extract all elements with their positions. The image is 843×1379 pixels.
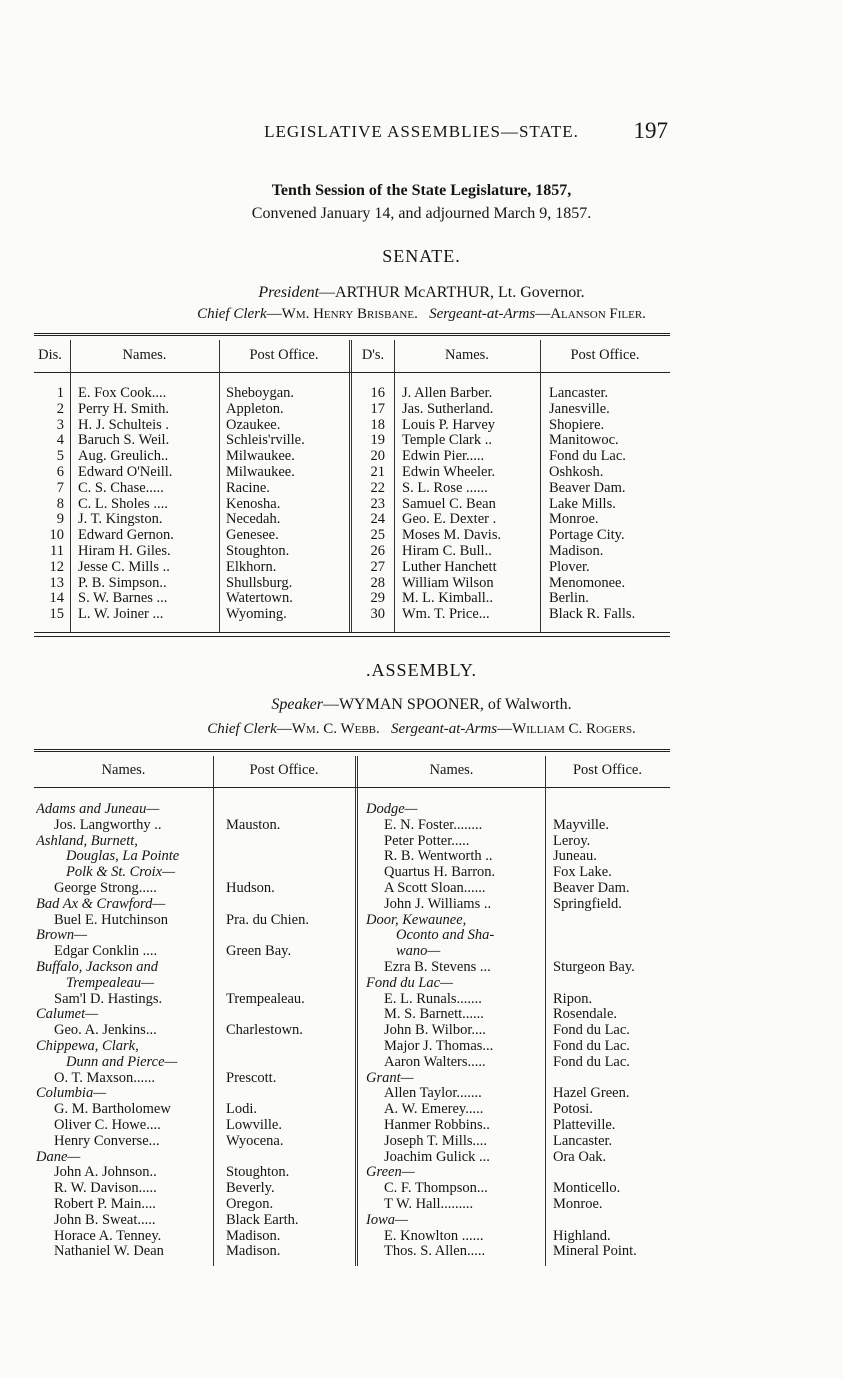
senate-district-number: 28 [370, 574, 385, 591]
county-label: Fond du Lac— [366, 974, 453, 991]
assemblyman-post-office: Springfield. [553, 895, 622, 912]
senator-name: J. T. Kingston. [78, 511, 163, 528]
senate-table-top-rule [34, 333, 670, 336]
assemblyman-name: Peter Potter..... [384, 832, 470, 849]
senator-post-office: Lancaster. [549, 386, 609, 401]
senator-post-office: Plover. [549, 558, 590, 575]
assemblyman-name: Hanmer Robbins.. [384, 1116, 490, 1133]
senator-post-office: Milwaukee. [226, 448, 295, 465]
senator-post-office: Manitowoc. [549, 432, 619, 449]
senator-name: Edwin Pier..... [402, 448, 485, 465]
assemblyman-post-office: Ora Oak. [553, 1148, 607, 1165]
assemblyman-post-office [226, 897, 354, 913]
assemblyman-post-office [226, 928, 354, 944]
senate-district-number: 11 [50, 542, 64, 559]
senator-name: J. Allen Barber. [402, 386, 493, 401]
assemblyman-post-office: Beverly. [226, 1180, 275, 1197]
senator-name: Hiram C. Bull.. [402, 542, 492, 559]
county-label: Douglas, La Pointe [66, 848, 180, 865]
senate-district-number: 5 [56, 448, 64, 465]
assemblyman-post-office: Highland. [553, 1227, 611, 1244]
assemblyman-post-office: Lancaster. [553, 1132, 613, 1149]
county-label: Bad Ax & Crawford— [36, 895, 166, 912]
county-label: Columbia— [36, 1085, 107, 1102]
president-role: President [258, 284, 320, 301]
assemblyman-name: John A. Johnson.. [54, 1164, 157, 1181]
assemblyman-post-office: Madison. [226, 1227, 281, 1244]
assemblyman-post-office: Hudson. [226, 879, 275, 896]
senate-district-number: 13 [49, 574, 64, 591]
assemblyman-name: Robert P. Main.... [54, 1195, 156, 1212]
assemblyman-post-office [226, 1150, 354, 1166]
senate-district-number: 23 [370, 495, 385, 512]
senate-clerks-line [0, 306, 843, 323]
assemblyman-post-office: Oregon. [226, 1195, 274, 1212]
assemblyman-post-office: Mayville. [553, 816, 609, 833]
senate-district-number: 27 [370, 558, 385, 575]
assemblyman-post-office: Lowville. [226, 1116, 282, 1133]
senator-post-office: Beaver Dam. [549, 479, 626, 496]
senator-name: Baruch S. Weil. [78, 432, 170, 449]
assemblyman-post-office: Beaver Dam. [553, 879, 630, 896]
assemblyman-post-office: Leroy. [553, 832, 591, 849]
senator-post-office: Fond du Lac. [549, 448, 626, 465]
assemblyman-post-office [553, 928, 679, 944]
senate-district-number: 19 [370, 432, 385, 449]
senator-name: E. Fox Cook.... [78, 386, 167, 401]
assembly-right-names-column [366, 802, 544, 1260]
assembly-col-header-names-2: Names. [429, 762, 474, 778]
assemblyman-post-office [226, 1039, 354, 1055]
assemblyman-post-office: Madison. [226, 1243, 281, 1260]
senator-post-office: Shullsburg. [226, 574, 293, 591]
senator-name: L. W. Joiner ... [78, 606, 164, 623]
senate-sergeant-role: Sergeant-at-Arms [429, 306, 536, 322]
senator-name: Edward Gernon. [78, 527, 174, 544]
senator-post-office: Berlin. [549, 590, 589, 607]
assemblyman-name: Joseph T. Mills.... [384, 1132, 487, 1149]
assembly-col-header-post: Post Office. [249, 762, 319, 778]
assemblyman-post-office: Black Earth. [226, 1211, 299, 1228]
assemblyman-post-office: Sturgeon Bay. [553, 958, 635, 975]
senate-heading: SENATE. [382, 246, 461, 266]
assembly-sergeant-role: Sergeant-at-Arms [391, 721, 498, 737]
assembly-left-names-column [36, 802, 214, 1260]
assemblyman-name: Oliver C. Howe.... [54, 1116, 161, 1133]
county-label: Oconto and Sha- [396, 927, 495, 944]
assemblyman-post-office: Stoughton. [226, 1164, 290, 1181]
senate-district-number: 9 [56, 511, 64, 528]
senate-district-number: 24 [370, 511, 385, 528]
senate-president-line [0, 284, 843, 302]
senator-post-office: Shopiere. [549, 416, 605, 433]
senator-post-office: Sheboygan. [226, 386, 295, 401]
county-label: Iowa— [366, 1211, 408, 1228]
assemblyman-post-office [226, 1055, 354, 1071]
senator-post-office: Milwaukee. [226, 463, 295, 480]
session-subtitle: Convened January 14, and adjourned March 9, 1857. [251, 205, 592, 222]
senate-district-number: 3 [56, 416, 64, 433]
assemblyman-name: Ezra B. Stevens ... [384, 958, 491, 975]
assemblyman-name: Sam'l D. Hastings. [54, 990, 163, 1007]
senator-name: Wm. T. Price... [402, 606, 490, 623]
senate-right-post-column [549, 386, 673, 623]
senate-district-number: 21 [370, 463, 385, 480]
senator-name: Temple Clark .. [402, 432, 492, 449]
county-label: Trempealeau— [66, 974, 155, 991]
senate-district-number: 8 [56, 495, 64, 512]
assemblyman-name: Quartus H. Barron. [384, 864, 496, 881]
assembly-clerks-line [0, 721, 843, 738]
senator-post-office: Necedah. [226, 511, 281, 528]
senate-chief-clerk-role: Chief Clerk [197, 306, 267, 322]
assemblyman-name: Edgar Conklin .... [54, 943, 158, 960]
senate-col-header-names: Names. [122, 347, 167, 363]
assemblyman-name: Nathaniel W. Dean [54, 1243, 164, 1260]
county-label: Polk & St. Croix— [66, 864, 176, 881]
county-label: Dodge— [366, 802, 418, 817]
senator-post-office: Monroe. [549, 511, 599, 528]
senator-post-office: Elkhorn. [226, 558, 277, 575]
assemblyman-post-office: Fond du Lac. [553, 1053, 630, 1070]
president-text: —ARTHUR McARTHUR, Lt. Governor. [319, 284, 585, 301]
assemblyman-name: Jos. Langworthy .. [54, 816, 162, 833]
senator-name: Edward O'Neill. [78, 463, 173, 480]
assemblyman-post-office: Mauston. [226, 816, 281, 833]
senate-district-number: 1 [56, 386, 64, 401]
senator-post-office: Genesee. [226, 527, 279, 544]
assemblyman-post-office: Potosi. [553, 1101, 593, 1118]
assemblyman-post-office [553, 1213, 679, 1229]
assemblyman-post-office [226, 1086, 354, 1102]
senator-name: S. W. Barnes ... [78, 590, 168, 607]
senator-post-office: Janesville. [549, 400, 610, 417]
assemblyman-name: John J. Williams .. [384, 895, 492, 912]
senate-district-number: 6 [56, 463, 64, 480]
senate-header-rule [34, 372, 670, 373]
senate-left-post-column [226, 386, 348, 623]
senator-post-office: Stoughton. [226, 542, 290, 559]
county-label: Ashland, Burnett, [36, 832, 138, 849]
senate-district-number: 26 [370, 542, 385, 559]
senator-name: Edwin Wheeler. [402, 463, 496, 480]
assemblyman-name: Henry Converse... [54, 1132, 160, 1149]
assemblyman-post-office: Green Bay. [226, 943, 292, 960]
senate-district-number: 10 [49, 527, 64, 544]
assemblyman-post-office [553, 1071, 679, 1087]
senate-table-bottom-rule-2 [34, 636, 670, 637]
county-label: Door, Kewaunee, [366, 911, 467, 928]
assembly-table-top-rule [34, 749, 670, 752]
assemblyman-post-office: Pra. du Chien. [226, 911, 309, 928]
senate-col-divider [540, 340, 541, 632]
assemblyman-post-office: Ripon. [553, 990, 593, 1007]
county-label: wano— [396, 943, 441, 960]
senate-right-district-column [355, 386, 385, 623]
assemblyman-name: Aaron Walters..... [384, 1053, 486, 1070]
assembly-chief-clerk-name: —Wm. C. Webb. [276, 721, 380, 737]
county-label: Green— [366, 1164, 415, 1181]
senate-col-header-post: Post Office. [249, 347, 319, 363]
assemblyman-name: R. W. Davison..... [54, 1180, 157, 1197]
senator-name: Jesse C. Mills .. [78, 558, 170, 575]
senator-post-office: Kenosha. [226, 495, 281, 512]
running-header: LEGISLATIVE ASSEMBLIES—STATE. [264, 122, 579, 141]
senator-post-office: Appleton. [226, 400, 284, 417]
senate-right-names-column [402, 386, 539, 623]
senator-post-office: Madison. [549, 542, 604, 559]
senate-district-number: 16 [370, 386, 385, 401]
assemblyman-name: R. B. Wentworth .. [384, 848, 493, 865]
speaker-text: —WYMAN SPOONER, of Walworth. [322, 696, 572, 713]
assemblyman-post-office: Rosendale. [553, 1006, 618, 1023]
assembly-right-post-column [553, 802, 679, 1260]
senate-district-number: 12 [49, 558, 64, 575]
senate-district-number: 18 [370, 416, 385, 433]
assembly-left-post-column [226, 802, 354, 1260]
assemblyman-post-office [553, 976, 679, 992]
county-label: Calumet— [36, 1006, 99, 1023]
senator-name: C. L. Sholes .... [78, 495, 168, 512]
county-label: Adams and Juneau— [36, 802, 160, 817]
senator-post-office: Watertown. [226, 590, 293, 607]
assemblyman-name: Major J. Thomas... [384, 1037, 494, 1054]
senator-name: Hiram H. Giles. [78, 542, 171, 559]
assemblyman-name: John B. Wilbor.... [384, 1022, 486, 1039]
senate-table-bottom-rule [34, 632, 670, 633]
assemblyman-post-office: Hazel Green. [553, 1085, 630, 1102]
assemblyman-post-office: Platteville. [553, 1116, 616, 1133]
senator-name: William Wilson [402, 574, 494, 591]
senator-post-office: Ozaukee. [226, 416, 281, 433]
assemblyman-name: Joachim Gulick ... [384, 1148, 490, 1165]
senate-district-number: 7 [56, 479, 64, 496]
senator-post-office: Black R. Falls. [549, 606, 636, 623]
assembly-sergeant-name: —William C. Rogers. [497, 721, 636, 737]
page-number: 197 [633, 118, 668, 143]
senator-post-office: Wyoming. [226, 606, 287, 623]
county-label: Grant— [366, 1069, 414, 1086]
assemblyman-post-office [226, 802, 354, 818]
senate-sergeant-name: —Alanson Filer. [535, 306, 646, 322]
assemblyman-post-office: Trempealeau. [226, 990, 305, 1007]
assemblyman-name: Horace A. Tenney. [54, 1227, 162, 1244]
senate-district-number: 4 [56, 432, 64, 449]
senate-left-names-column [78, 386, 218, 623]
senate-district-number: 14 [49, 590, 64, 607]
senator-post-office: Oshkosh. [549, 463, 604, 480]
assemblyman-post-office [553, 944, 679, 960]
assemblyman-name: Geo. A. Jenkins... [54, 1022, 157, 1039]
assemblyman-post-office: Prescott. [226, 1069, 277, 1086]
assemblyman-name: G. M. Bartholomew [54, 1101, 171, 1118]
senator-name: H. J. Schulteis . [78, 416, 170, 433]
assembly-speaker-line [0, 696, 843, 714]
assemblyman-name: Allen Taylor....... [384, 1085, 482, 1102]
county-label: Dane— [36, 1148, 81, 1165]
assemblyman-post-office [226, 976, 354, 992]
assemblyman-name: C. F. Thompson... [384, 1180, 488, 1197]
county-label: Buffalo, Jackson and [36, 958, 159, 975]
county-label: Brown— [36, 927, 88, 944]
assemblyman-name: Buel E. Hutchinson [54, 911, 168, 928]
assemblyman-post-office: Fox Lake. [553, 864, 612, 881]
assemblyman-post-office [226, 960, 354, 976]
senate-col-divider [394, 340, 395, 632]
senate-district-number: 30 [370, 606, 385, 623]
assembly-chief-clerk-role: Chief Clerk [207, 721, 277, 737]
assemblyman-post-office [553, 1165, 679, 1181]
assemblyman-post-office: Lodi. [226, 1101, 258, 1118]
senator-name: Perry H. Smith. [78, 400, 170, 417]
county-label: Chippewa, Clark, [36, 1037, 139, 1054]
senate-district-number: 2 [56, 400, 64, 417]
senate-district-number: 29 [370, 590, 385, 607]
assemblyman-name: A. W. Emerey..... [384, 1101, 484, 1118]
senate-col-header-ds: D's. [361, 347, 385, 363]
session-title: Tenth Session of the State Legislature, 1857, [271, 182, 572, 199]
assemblyman-post-office [226, 834, 354, 850]
assemblyman-post-office [553, 802, 679, 818]
senate-col-header-post-2: Post Office. [570, 347, 640, 363]
senator-post-office: Portage City. [549, 527, 625, 544]
senate-col-header-dis: Dis. [38, 347, 62, 363]
senator-name: Samuel C. Bean [402, 495, 496, 512]
senate-left-district-column [32, 386, 64, 623]
senate-district-number: 25 [370, 527, 385, 544]
senate-col-divider [70, 340, 71, 632]
assemblyman-post-office: Monroe. [553, 1195, 603, 1212]
senator-name: Louis P. Harvey [402, 416, 496, 433]
senator-name: S. L. Rose ...... [402, 479, 488, 496]
senator-name: Moses M. Davis. [402, 527, 502, 544]
senator-name: Geo. E. Dexter . [402, 511, 497, 528]
assembly-col-header-names: Names. [101, 762, 146, 778]
assemblyman-name: E. N. Foster........ [384, 816, 483, 833]
assemblyman-post-office: Juneau. [553, 848, 597, 865]
senate-district-number: 15 [49, 606, 64, 623]
senator-post-office: Menomonee. [549, 574, 626, 591]
assembly-col-divider [545, 756, 546, 1266]
assemblyman-post-office: Monticello. [553, 1180, 621, 1197]
assemblyman-post-office [226, 1007, 354, 1023]
senate-district-number: 17 [370, 400, 385, 417]
assemblyman-name: M. S. Barnett...... [384, 1006, 484, 1023]
assemblyman-post-office: Wyocena. [226, 1132, 284, 1149]
senator-post-office: Schleis'rville. [226, 432, 305, 449]
assemblyman-name: E. L. Runals....... [384, 990, 482, 1007]
assemblyman-post-office [553, 913, 679, 929]
assemblyman-name: E. Knowlton ...... [384, 1227, 484, 1244]
assemblyman-name: John B. Sweat..... [54, 1211, 156, 1228]
assembly-header-rule [34, 787, 670, 788]
senator-name: C. S. Chase..... [78, 479, 164, 496]
senate-col-divider [219, 340, 220, 632]
assemblyman-post-office: Mineral Point. [553, 1243, 637, 1260]
assemblyman-post-office: Charlestown. [226, 1022, 303, 1039]
assemblyman-post-office: Fond du Lac. [553, 1022, 630, 1039]
senate-district-number: 20 [370, 448, 385, 465]
senator-name: Luther Hanchett [402, 558, 497, 575]
senator-name: Aug. Greulich.. [78, 448, 169, 465]
senator-name: Jas. Sutherland. [402, 400, 494, 417]
assemblyman-name: Thos. S. Allen..... [384, 1243, 486, 1260]
assemblyman-name: O. T. Maxson...... [54, 1069, 155, 1086]
senator-post-office: Racine. [226, 479, 270, 496]
senate-chief-clerk-name: —Wm. Henry Brisbane. [266, 306, 418, 322]
assemblyman-post-office [226, 849, 354, 865]
assemblyman-name: George Strong..... [54, 879, 157, 896]
assemblyman-post-office [226, 865, 354, 881]
senate-col-header-names-2: Names. [445, 347, 489, 363]
senate-col-divider [349, 340, 352, 632]
senator-name: M. L. Kimball.. [402, 590, 494, 607]
assembly-heading: .ASSEMBLY. [366, 660, 477, 680]
senator-post-office: Lake Mills. [549, 495, 616, 512]
assemblyman-name: A Scott Sloan...... [384, 879, 486, 896]
speaker-role: Speaker [271, 696, 323, 713]
assembly-col-header-post-2: Post Office. [572, 762, 642, 778]
assembly-col-divider [355, 756, 358, 1266]
assemblyman-post-office: Fond du Lac. [553, 1037, 630, 1054]
senator-name: P. B. Simpson.. [78, 574, 167, 591]
assemblyman-name: T W. Hall......... [384, 1195, 474, 1212]
county-label: Dunn and Pierce— [66, 1053, 178, 1070]
senate-district-number: 22 [370, 479, 385, 496]
